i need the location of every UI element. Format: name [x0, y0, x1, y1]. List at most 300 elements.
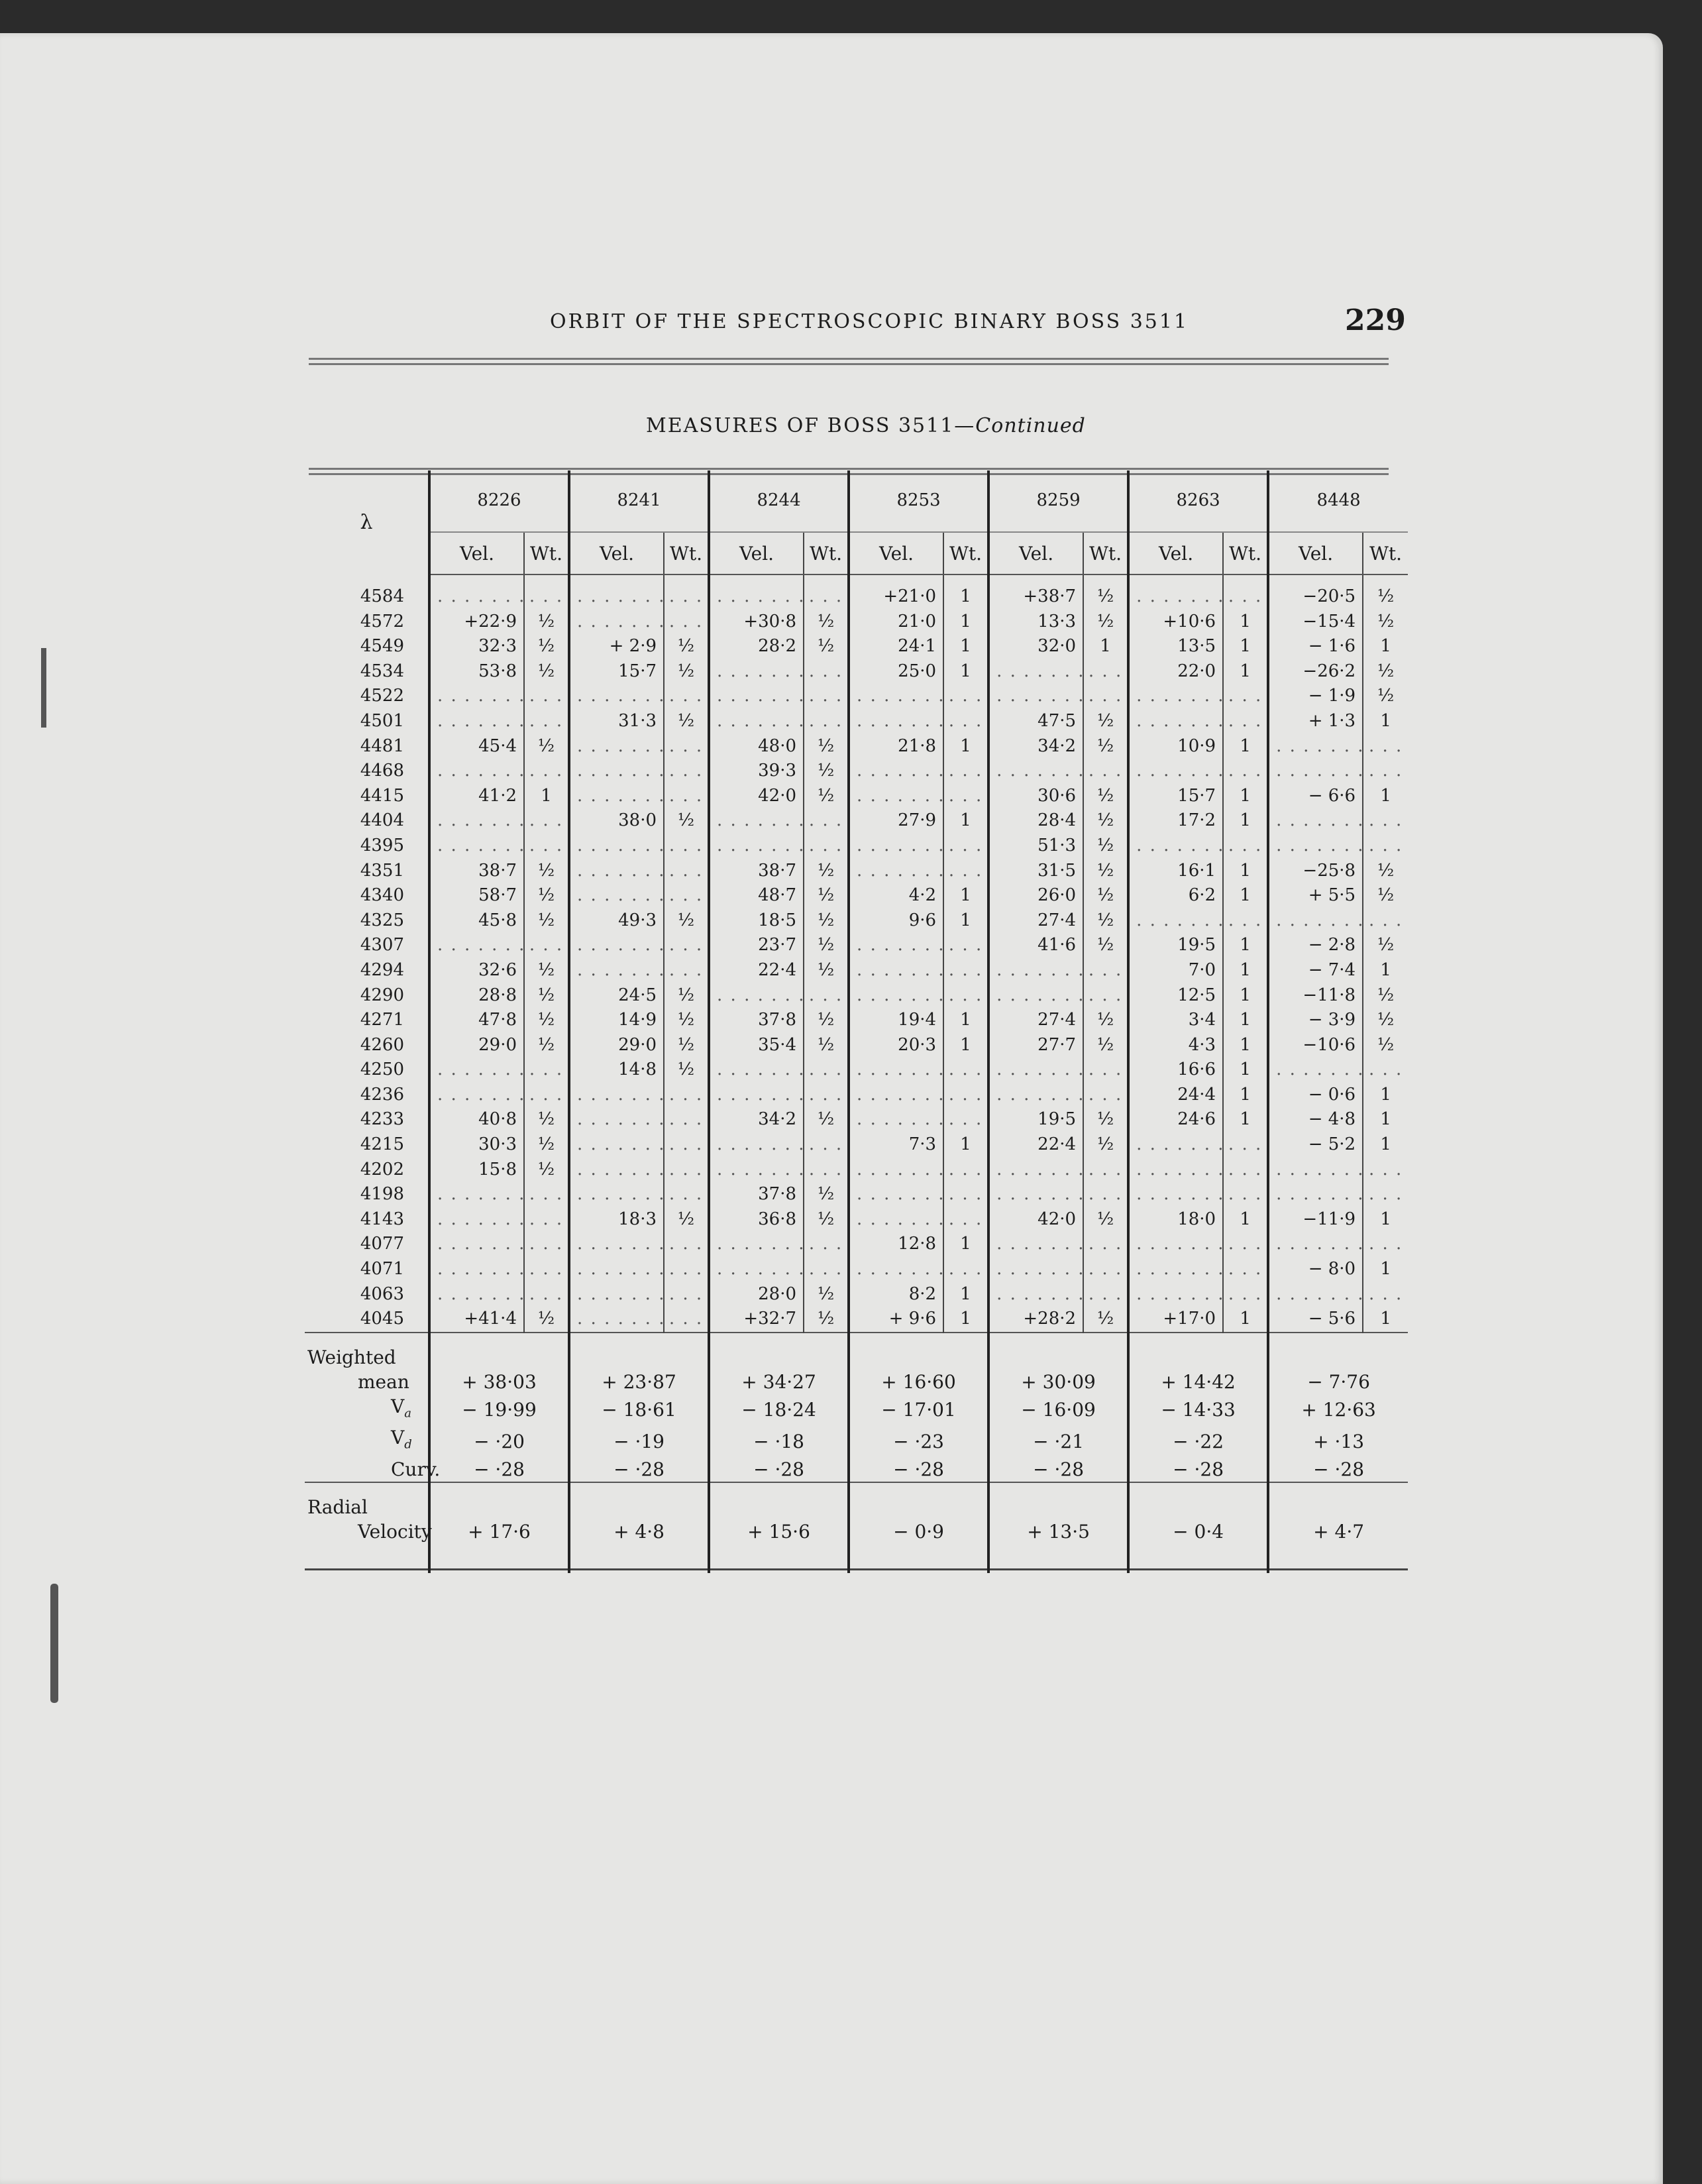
weight-cell: . . .	[1363, 834, 1408, 859]
velocity-cell: . . . . . . .	[988, 1182, 1083, 1207]
weight-cell: . . .	[804, 709, 849, 734]
weight-cell: ½	[1363, 574, 1408, 610]
weight-cell: . . .	[1223, 1182, 1268, 1207]
velocity-cell: +32·7	[709, 1307, 804, 1333]
wavelength-cell: 4063	[360, 1283, 404, 1304]
weight-cell: . . .	[804, 1083, 849, 1108]
weight-cell: . . .	[804, 684, 849, 709]
summary-value: + 38·03	[429, 1370, 569, 1394]
table-row	[305, 933, 1408, 958]
wavelength-cell: 4307	[360, 935, 404, 956]
plate-header	[849, 470, 988, 532]
velocity-cell: . . . . . . .	[1128, 709, 1223, 734]
plate-header-row	[305, 470, 1408, 532]
velocity-cell: 35·4	[709, 1033, 804, 1058]
weight-cell: . . .	[664, 1182, 709, 1207]
velocity-cell: − 5·6	[1268, 1307, 1363, 1333]
spacer-cell	[1268, 1544, 1408, 1570]
summary-label-main: V	[391, 1395, 405, 1417]
weight-cell: 1	[524, 784, 569, 809]
velocity-cell: . . . . . . .	[849, 684, 943, 709]
weight-cell: 1	[1223, 1307, 1268, 1333]
table-row	[305, 1158, 1408, 1183]
velocity-cell: −11·8	[1268, 983, 1363, 1009]
velocity-cell: . . . . . . .	[709, 574, 804, 610]
velocity-cell: 31·5	[988, 859, 1083, 884]
velocity-cell: 15·7	[1128, 784, 1223, 809]
velocity-cell: . . . . . . .	[429, 1207, 524, 1232]
weight-cell: . . .	[524, 808, 569, 834]
wavelength-cell: 4340	[360, 885, 404, 906]
table-body	[305, 574, 1408, 1573]
radial-spacer	[1128, 1495, 1268, 1519]
weight-cell: . . .	[664, 1307, 709, 1333]
weight-cell: ½	[1363, 859, 1408, 884]
velocity-cell: 45·8	[429, 908, 524, 934]
velocity-cell: . . . . . . .	[988, 1282, 1083, 1307]
velocity-cell: 28·8	[429, 983, 524, 1009]
wavelength-cell: 4290	[360, 985, 404, 1005]
weight-cell: . . .	[664, 1158, 709, 1183]
velocity-cell: 16·6	[1128, 1058, 1223, 1083]
velocity-cell: − 1·6	[1268, 634, 1363, 659]
radial-value: + 4·8	[569, 1519, 709, 1544]
weight-cell: ½	[664, 1008, 709, 1033]
summary-row	[305, 1425, 1408, 1457]
plate-header	[1128, 470, 1268, 532]
weight-cell: ½	[664, 808, 709, 834]
velocity-cell: . . . . . . .	[1128, 1257, 1223, 1282]
velocity-cell: 18·5	[709, 908, 804, 934]
velocity-cell: 32·6	[429, 958, 524, 983]
weight-cell: . . .	[1223, 709, 1268, 734]
velocity-cell: . . . . . . .	[569, 1257, 664, 1282]
weight-cell: . . .	[664, 1282, 709, 1307]
weight-cell: . . .	[804, 834, 849, 859]
weight-cell: 1	[943, 908, 988, 934]
velocity-cell: . . . . . . .	[849, 983, 943, 1009]
weight-cell: ½	[804, 908, 849, 934]
summary-label-main: V	[391, 1427, 405, 1449]
weight-cell: 1	[1363, 958, 1408, 983]
velocity-cell: − 2·8	[1268, 933, 1363, 958]
velocity-cell: 29·0	[569, 1033, 664, 1058]
velocity-cell: 27·9	[849, 808, 943, 834]
table-row	[305, 684, 1408, 709]
velocity-cell: + 5·5	[1268, 883, 1363, 908]
weight-cell: . . .	[1363, 1158, 1408, 1183]
table-row	[305, 784, 1408, 809]
spacer-cell	[849, 1544, 988, 1570]
wavelength-cell: 4294	[360, 959, 404, 980]
weight-cell: . . .	[943, 784, 988, 809]
velocity-cell: . . . . . . .	[569, 574, 664, 610]
rule-cell	[1268, 1482, 1408, 1495]
table-row	[305, 958, 1408, 983]
velocity-cell: . . . . . . .	[849, 709, 943, 734]
plate-number: 8259	[1036, 490, 1081, 510]
weight-cell: 1	[1223, 784, 1268, 809]
rule-cell	[429, 1482, 569, 1495]
velocity-cell: − 0·6	[1268, 1083, 1363, 1108]
table-row	[305, 1207, 1408, 1232]
velocity-cell: −25·8	[1268, 859, 1363, 884]
weight-cell: . . .	[1083, 1232, 1128, 1257]
running-title: ORBIT OF THE SPECTROSCOPIC BINARY BOSS 3511	[550, 310, 1189, 333]
vel-header: Vel.	[988, 532, 1083, 574]
velocity-cell: . . . . . . .	[429, 834, 524, 859]
velocity-cell: . . . . . . .	[988, 1257, 1083, 1282]
velocity-cell: . . . . . . .	[849, 1207, 943, 1232]
velocity-cell: . . . . . . .	[849, 784, 943, 809]
velocity-cell: 29·0	[429, 1033, 524, 1058]
velocity-cell: . . . . . . .	[849, 834, 943, 859]
weight-cell: ½	[524, 1008, 569, 1033]
summary-value: − ·28	[569, 1457, 709, 1482]
table-row	[305, 883, 1408, 908]
weight-cell: ½	[804, 883, 849, 908]
weight-cell: 1	[1223, 1083, 1268, 1108]
weight-cell: ½	[664, 908, 709, 934]
velocity-cell: 6·2	[1128, 883, 1223, 908]
summary-value: − ·20	[429, 1425, 569, 1457]
weight-cell: 1	[1223, 1058, 1268, 1083]
table-title-suffix: Continued	[975, 414, 1086, 437]
weight-cell: ½	[1083, 1207, 1128, 1232]
wavelength-cell: 4325	[360, 910, 404, 930]
weight-cell: . . .	[664, 1257, 709, 1282]
table-row	[305, 759, 1408, 784]
rule-cell	[305, 1482, 429, 1495]
summary-value: − 18·24	[709, 1394, 849, 1426]
wavelength-cell: 4071	[360, 1259, 404, 1280]
weight-cell: . . .	[524, 933, 569, 958]
spacer-cell	[1128, 1544, 1268, 1570]
velocity-cell: 22·4	[709, 958, 804, 983]
weight-cell: . . .	[524, 1257, 569, 1282]
weight-cell: ½	[664, 709, 709, 734]
velocity-cell: −15·4	[1268, 610, 1363, 635]
velocity-cell: 7·0	[1128, 958, 1223, 983]
weight-cell: ½	[1083, 933, 1128, 958]
wt-header: Wt.	[664, 532, 709, 574]
weight-cell: 1	[1223, 983, 1268, 1009]
weight-cell: . . .	[943, 759, 988, 784]
velocity-cell: 28·0	[709, 1282, 804, 1307]
binding-mark	[41, 648, 46, 728]
velocity-cell: . . . . . . .	[709, 1158, 804, 1183]
velocity-cell: 26·0	[988, 883, 1083, 908]
velocity-cell: 13·3	[988, 610, 1083, 635]
weight-cell: . . .	[804, 1257, 849, 1282]
weight-cell: . . .	[804, 574, 849, 610]
weight-cell: . . .	[664, 1232, 709, 1257]
velocity-cell: . . . . . . .	[1268, 734, 1363, 759]
vel-header: Vel.	[1268, 532, 1363, 574]
table-row	[305, 634, 1408, 659]
velocity-cell: . . . . . . .	[1128, 684, 1223, 709]
velocity-cell: 27·7	[988, 1033, 1083, 1058]
wavelength-cell: 4045	[360, 1309, 404, 1329]
weight-cell: ½	[664, 1207, 709, 1232]
plate-header	[569, 470, 709, 532]
plate-header	[429, 470, 569, 532]
velocity-cell: −10·6	[1268, 1033, 1363, 1058]
weight-cell: . . .	[1363, 1232, 1408, 1257]
velocity-cell: . . . . . . .	[849, 958, 943, 983]
radial-label: Radial	[307, 1496, 368, 1518]
weight-cell: . . .	[1223, 1232, 1268, 1257]
velocity-cell: 19·4	[849, 1008, 943, 1033]
weight-cell: ½	[1083, 734, 1128, 759]
summary-label	[305, 1425, 429, 1457]
summary-value: + ·13	[1268, 1425, 1408, 1457]
velocity-cell: +41·4	[429, 1307, 524, 1333]
table-row	[305, 808, 1408, 834]
velocity-cell: 41·2	[429, 784, 524, 809]
wavelength-cell: 4198	[360, 1184, 404, 1205]
weight-cell: 1	[1223, 659, 1268, 684]
summary-value: + 23·87	[569, 1370, 709, 1394]
summary-value: − ·23	[849, 1425, 988, 1457]
weight-cell: 1	[1223, 883, 1268, 908]
weight-cell: . . .	[804, 1158, 849, 1183]
weight-cell: . . .	[943, 933, 988, 958]
velocity-cell: − 3·9	[1268, 1008, 1363, 1033]
velocity-cell: +30·8	[709, 610, 804, 635]
spacer-cell	[709, 1544, 849, 1570]
velocity-cell: . . . . . . .	[429, 1257, 524, 1282]
weight-cell: . . .	[524, 834, 569, 859]
weight-cell: . . .	[943, 1257, 988, 1282]
weight-cell: 1	[1223, 610, 1268, 635]
velocity-cell: . . . . . . .	[569, 1282, 664, 1307]
weight-cell: 1	[943, 1282, 988, 1307]
weight-cell: 1	[943, 610, 988, 635]
weight-cell: ½	[1083, 709, 1128, 734]
summary-value	[1128, 1345, 1268, 1370]
velocity-cell: 34·2	[709, 1107, 804, 1132]
weight-cell: ½	[524, 1107, 569, 1132]
weight-cell: . . .	[664, 834, 709, 859]
weight-cell: ½	[1083, 1107, 1128, 1132]
velocity-cell: 53·8	[429, 659, 524, 684]
summary-value: − ·28	[1268, 1457, 1408, 1482]
summary-label	[305, 1394, 429, 1426]
rule-cell	[305, 1333, 429, 1345]
velocity-cell: . . . . . . .	[709, 1058, 804, 1083]
weight-cell: . . .	[664, 784, 709, 809]
radial-label-row	[305, 1495, 1408, 1519]
velocity-cell: . . . . . . .	[988, 958, 1083, 983]
rule-cell	[709, 1333, 849, 1345]
weight-cell: 1	[1223, 933, 1268, 958]
rule-cell	[429, 1333, 569, 1345]
velocity-cell: 47·5	[988, 709, 1083, 734]
weight-cell: . . .	[664, 1132, 709, 1158]
summary-value	[569, 1345, 709, 1370]
weight-cell: ½	[1083, 834, 1128, 859]
summary-value: − 14·33	[1128, 1394, 1268, 1426]
velocity-cell: . . . . . . .	[569, 1107, 664, 1132]
weight-cell: . . .	[1223, 908, 1268, 934]
summary-label: mean	[358, 1370, 409, 1393]
summary-value	[849, 1345, 988, 1370]
weight-cell: 1	[1363, 1257, 1408, 1282]
plate-number: 8244	[757, 490, 801, 510]
velocity-cell: . . . . . . .	[1128, 759, 1223, 784]
velocity-cell: 31·3	[569, 709, 664, 734]
velocity-cell: − 6·6	[1268, 784, 1363, 809]
book-page	[0, 33, 1663, 2184]
weight-cell: 1	[943, 1232, 988, 1257]
weight-cell: 1	[1223, 958, 1268, 983]
weight-cell: ½	[524, 610, 569, 635]
rule-cell	[709, 1482, 849, 1495]
summary-value: + 34·27	[709, 1370, 849, 1394]
weight-cell: . . .	[1363, 759, 1408, 784]
rule-row	[305, 1482, 1408, 1495]
velocity-cell: +38·7	[988, 574, 1083, 610]
velocity-cell: . . . . . . .	[569, 610, 664, 635]
weight-cell: 1	[1363, 1207, 1408, 1232]
weight-cell: . . .	[943, 958, 988, 983]
velocity-cell: 4·3	[1128, 1033, 1223, 1058]
weight-cell: . . .	[1083, 759, 1128, 784]
weight-cell: ½	[1083, 574, 1128, 610]
summary-value	[709, 1345, 849, 1370]
weight-cell: 1	[943, 808, 988, 834]
weight-cell: . . .	[524, 709, 569, 734]
weight-cell: 1	[943, 1008, 988, 1033]
table-row	[305, 1182, 1408, 1207]
summary-value: − ·22	[1128, 1425, 1268, 1457]
weight-cell: 1	[1363, 784, 1408, 809]
velocity-cell: . . . . . . .	[569, 784, 664, 809]
spacer-cell	[569, 1544, 709, 1570]
weight-cell: . . .	[1083, 1083, 1128, 1108]
weight-cell: . . .	[664, 684, 709, 709]
weight-cell: . . .	[1223, 1158, 1268, 1183]
velocity-cell: . . . . . . .	[849, 1107, 943, 1132]
wavelength-cell: 4351	[360, 860, 404, 881]
velocity-cell: . . . . . . .	[1268, 834, 1363, 859]
velocity-cell: 37·8	[709, 1182, 804, 1207]
velocity-cell: 12·5	[1128, 983, 1223, 1009]
summary-value: − 19·99	[429, 1394, 569, 1426]
table-row	[305, 734, 1408, 759]
velocity-cell: 24·1	[849, 634, 943, 659]
velocity-cell: . . . . . . .	[429, 933, 524, 958]
velocity-cell: . . . . . . .	[988, 659, 1083, 684]
weight-cell: . . .	[524, 1058, 569, 1083]
table-row	[305, 1307, 1408, 1333]
weight-cell: . . .	[524, 1182, 569, 1207]
weight-cell: . . .	[943, 1107, 988, 1132]
rule-cell	[569, 1570, 709, 1574]
summary-value: − ·19	[569, 1425, 709, 1457]
weight-cell: . . .	[1083, 1282, 1128, 1307]
velocity-cell: . . . . . . .	[849, 1257, 943, 1282]
velocity-cell: . . . . . . .	[1268, 1058, 1363, 1083]
weight-cell: . . .	[664, 734, 709, 759]
weight-cell: ½	[524, 983, 569, 1009]
velocity-cell: . . . . . . .	[709, 709, 804, 734]
weight-cell: ½	[524, 1033, 569, 1058]
wt-header: Wt.	[1083, 532, 1128, 574]
table-row	[305, 574, 1408, 610]
velocity-cell: 4·2	[849, 883, 943, 908]
rule-cell	[988, 1570, 1128, 1574]
velocity-cell: . . . . . . .	[1268, 1232, 1363, 1257]
spacer-cell	[429, 1544, 569, 1570]
velocity-cell: . . . . . . .	[569, 834, 664, 859]
velocity-cell: . . . . . . .	[988, 759, 1083, 784]
velocity-cell: . . . . . . .	[709, 834, 804, 859]
velocity-cell: +22·9	[429, 610, 524, 635]
weight-cell: . . .	[943, 1158, 988, 1183]
summary-value	[429, 1345, 569, 1370]
velocity-cell: . . . . . . .	[1268, 908, 1363, 934]
summary-label-sub: a	[404, 1406, 411, 1421]
rule-row	[305, 1333, 1408, 1345]
weight-cell: . . .	[804, 1058, 849, 1083]
velocity-cell: . . . . . . .	[1268, 1282, 1363, 1307]
weight-cell: ½	[524, 958, 569, 983]
velocity-cell: − 5·2	[1268, 1132, 1363, 1158]
vel-header: Vel.	[849, 532, 943, 574]
velocity-cell: 12·8	[849, 1232, 943, 1257]
weight-cell: 1	[1223, 1008, 1268, 1033]
weight-cell: 1	[1223, 808, 1268, 834]
velocity-cell: 23·7	[709, 933, 804, 958]
plate-number: 8253	[896, 490, 941, 510]
wavelength-cell: 4404	[360, 810, 404, 831]
velocity-cell: . . . . . . .	[569, 958, 664, 983]
wavelength-cell: 4143	[360, 1209, 404, 1229]
velocity-cell: . . . . . . .	[709, 659, 804, 684]
velocity-cell: 3·4	[1128, 1008, 1223, 1033]
velocity-cell: 28·2	[709, 634, 804, 659]
velocity-cell: 48·7	[709, 883, 804, 908]
weight-cell: ½	[1363, 684, 1408, 709]
velocity-cell: +17·0	[1128, 1307, 1223, 1333]
velocity-cell: 30·3	[429, 1132, 524, 1158]
radial-label-2: Velocity	[358, 1521, 432, 1543]
weight-cell: 1	[943, 634, 988, 659]
table-row	[305, 859, 1408, 884]
velocity-cell: . . . . . . .	[1128, 574, 1223, 610]
summary-label: Curv.	[391, 1458, 441, 1480]
rule-cell	[429, 1570, 569, 1574]
weight-cell: . . .	[524, 1083, 569, 1108]
weight-cell: . . .	[524, 684, 569, 709]
weight-cell: . . .	[1223, 759, 1268, 784]
velocity-cell: 38·0	[569, 808, 664, 834]
weight-cell: 1	[1083, 634, 1128, 659]
rule-cell	[988, 1333, 1128, 1345]
rule-cell	[849, 1482, 988, 1495]
wavelength-cell: 4233	[360, 1109, 404, 1130]
weight-cell: . . .	[1223, 1282, 1268, 1307]
wt-header: Wt.	[804, 532, 849, 574]
weight-cell: ½	[804, 1307, 849, 1333]
velocity-cell: 16·1	[1128, 859, 1223, 884]
summary-value: + 30·09	[988, 1370, 1128, 1394]
weight-cell: ½	[804, 1282, 849, 1307]
weight-cell: 1	[1223, 734, 1268, 759]
velocity-cell: . . . . . . .	[1268, 1158, 1363, 1183]
